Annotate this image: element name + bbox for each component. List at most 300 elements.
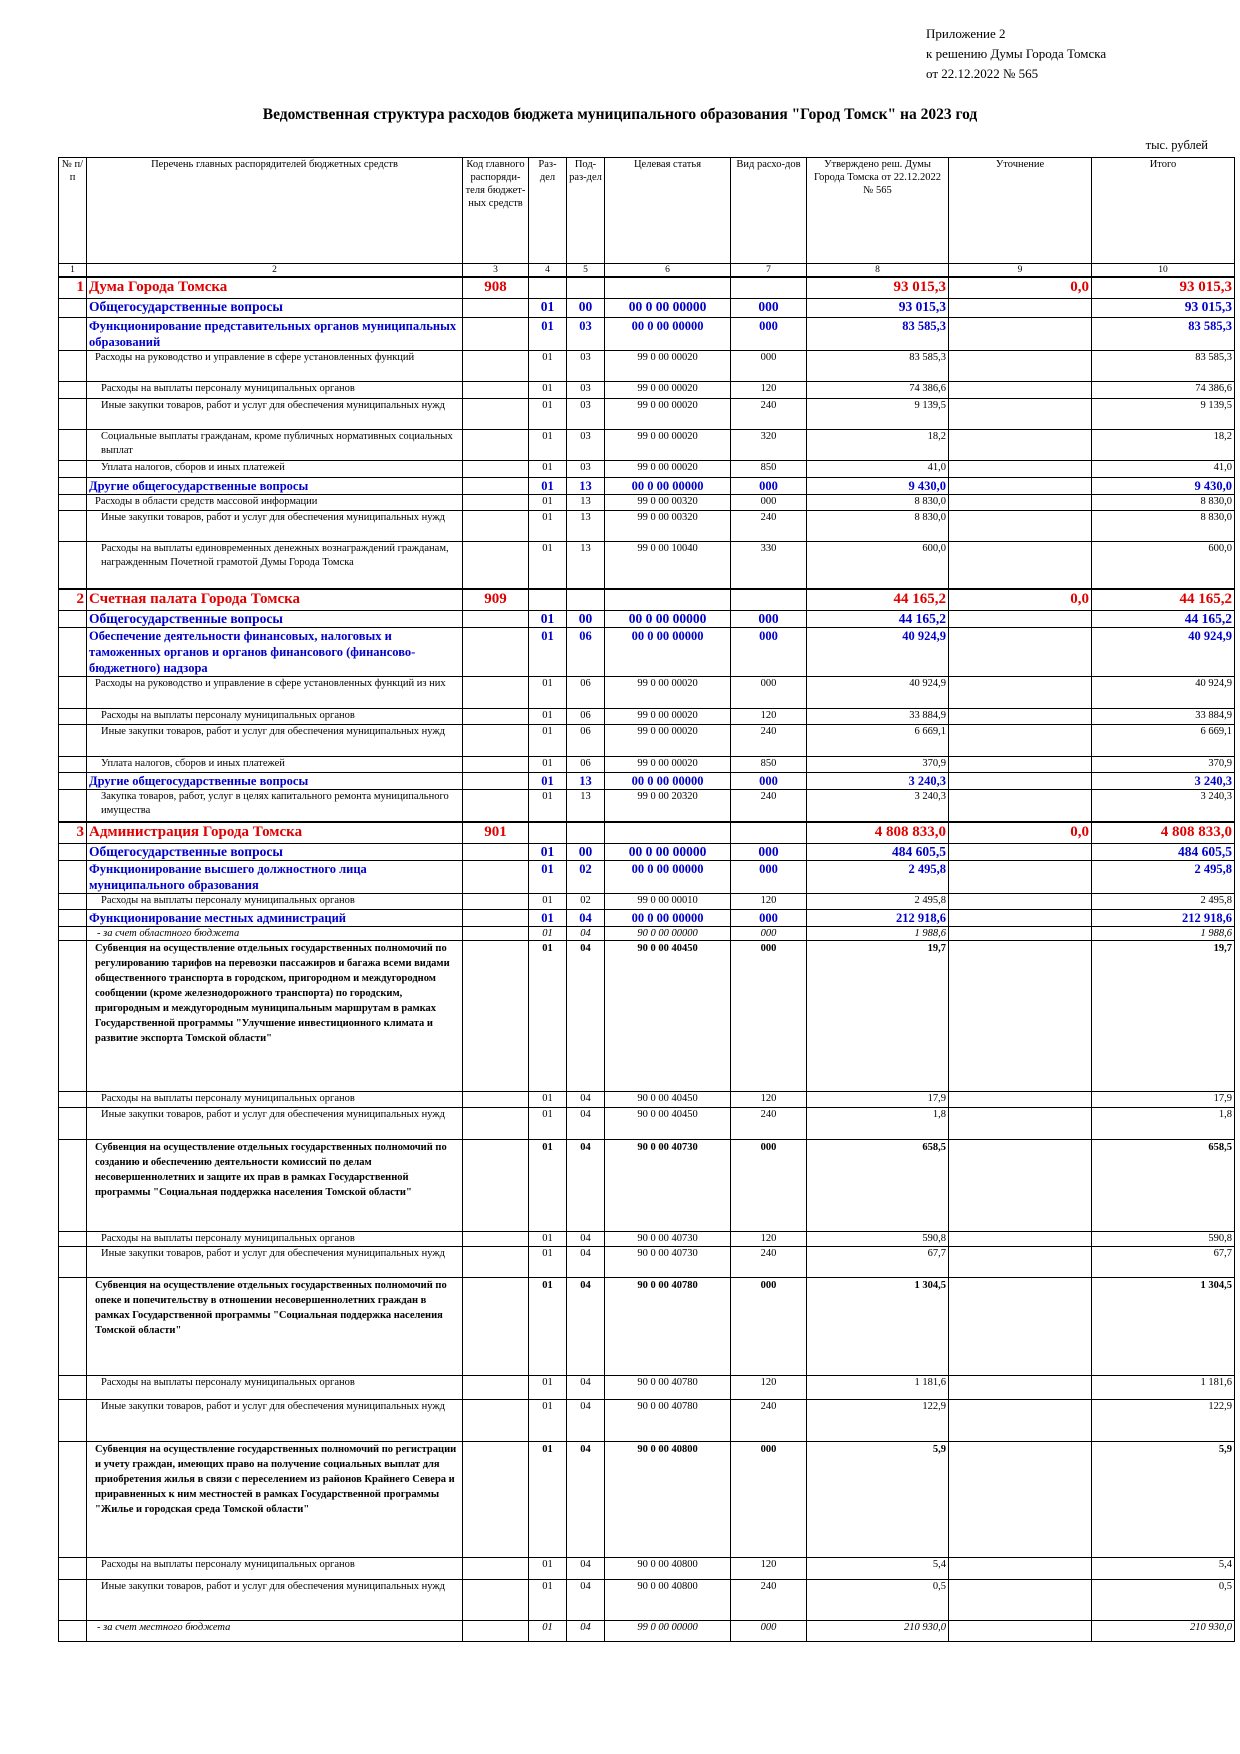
cell-total: 40 924,9 bbox=[1092, 676, 1235, 708]
cell-target: 99 0 00 00020 bbox=[605, 429, 731, 460]
cell-kind: 240 bbox=[731, 1579, 807, 1620]
cell-approved: 83 585,3 bbox=[807, 317, 949, 350]
col-header-subsection: Под-раз-дел bbox=[567, 158, 605, 264]
cell-approved: 67,7 bbox=[807, 1246, 949, 1277]
table-row bbox=[59, 494, 1235, 510]
cell-section: 01 bbox=[529, 1579, 567, 1620]
cell-section: 01 bbox=[529, 1107, 567, 1139]
cell-name: Функционирование местных администраций bbox=[87, 909, 463, 926]
cell-name: Расходы на выплаты персоналу муниципальных органов bbox=[87, 381, 463, 398]
cell-clarification bbox=[949, 460, 1092, 477]
cell-approved: 93 015,3 bbox=[807, 298, 949, 317]
col-number: 1 bbox=[59, 264, 87, 278]
cell-code bbox=[463, 429, 529, 460]
cell-approved: 0,5 bbox=[807, 1579, 949, 1620]
cell-section: 01 bbox=[529, 843, 567, 860]
cell-total: 212 918,6 bbox=[1092, 909, 1235, 926]
cell-target: 90 0 00 00000 bbox=[605, 926, 731, 940]
cell-target: 00 0 00 00000 bbox=[605, 843, 731, 860]
cell-kind: 000 bbox=[731, 860, 807, 893]
cell-no bbox=[59, 860, 87, 893]
cell-clarification bbox=[949, 676, 1092, 708]
cell-total: 1 181,6 bbox=[1092, 1375, 1235, 1399]
cell-clarification bbox=[949, 429, 1092, 460]
cell-no bbox=[59, 1399, 87, 1441]
cell-name: Обеспечение деятельности финансовых, налоговых и таможенных органов и органов финансового (финансово-бюджетного) надзора bbox=[87, 627, 463, 676]
cell-code bbox=[463, 676, 529, 708]
cell-no bbox=[59, 1579, 87, 1620]
col-number: 9 bbox=[949, 264, 1092, 278]
cell-name: Расходы на выплаты единовременных денежных вознаграждений гражданам, награжденным Почетной грамотой Думы Города Томска bbox=[87, 541, 463, 589]
cell-kind: 000 bbox=[731, 909, 807, 926]
cell-target: 90 0 00 40450 bbox=[605, 1107, 731, 1139]
cell-clarification bbox=[949, 1277, 1092, 1375]
cell-subsection: 03 bbox=[567, 350, 605, 381]
cell-subsection: 04 bbox=[567, 1246, 605, 1277]
cell-clarification bbox=[949, 1399, 1092, 1441]
cell-clarification bbox=[949, 298, 1092, 317]
table-row bbox=[59, 1375, 1235, 1399]
cell-code bbox=[463, 510, 529, 541]
cell-subsection: 03 bbox=[567, 317, 605, 350]
cell-approved: 9 139,5 bbox=[807, 398, 949, 429]
cell-approved: 484 605,5 bbox=[807, 843, 949, 860]
col-number: 10 bbox=[1092, 264, 1235, 278]
cell-code bbox=[463, 772, 529, 789]
cell-kind bbox=[731, 822, 807, 843]
cell-total: 658,5 bbox=[1092, 1139, 1235, 1231]
budget-table-body bbox=[59, 277, 1235, 1641]
cell-total: 18,2 bbox=[1092, 429, 1235, 460]
table-row bbox=[59, 298, 1235, 317]
cell-total: 484 605,5 bbox=[1092, 843, 1235, 860]
cell-clarification bbox=[949, 1246, 1092, 1277]
table-row bbox=[59, 398, 1235, 429]
cell-kind: 240 bbox=[731, 1246, 807, 1277]
cell-target: 90 0 00 40730 bbox=[605, 1246, 731, 1277]
cell-clarification bbox=[949, 398, 1092, 429]
cell-no bbox=[59, 494, 87, 510]
cell-target: 99 0 00 00000 bbox=[605, 1620, 731, 1641]
cell-code bbox=[463, 1620, 529, 1641]
cell-code bbox=[463, 298, 529, 317]
cell-total: 6 669,1 bbox=[1092, 724, 1235, 756]
cell-section: 01 bbox=[529, 350, 567, 381]
cell-target: 90 0 00 40730 bbox=[605, 1231, 731, 1246]
cell-code bbox=[463, 860, 529, 893]
cell-subsection: 04 bbox=[567, 1139, 605, 1231]
cell-name: Общегосударственные вопросы bbox=[87, 843, 463, 860]
cell-approved: 3 240,3 bbox=[807, 789, 949, 822]
cell-section: 01 bbox=[529, 298, 567, 317]
cell-target: 00 0 00 00000 bbox=[605, 477, 731, 494]
cell-name: Расходы на выплаты персоналу муниципальных органов bbox=[87, 708, 463, 724]
table-row bbox=[59, 1139, 1235, 1231]
cell-kind: 000 bbox=[731, 298, 807, 317]
cell-target: 90 0 00 40780 bbox=[605, 1277, 731, 1375]
cell-subsection bbox=[567, 589, 605, 610]
appendix-line: от 22.12.2022 № 565 bbox=[926, 66, 1039, 81]
cell-approved: 33 884,9 bbox=[807, 708, 949, 724]
cell-subsection: 03 bbox=[567, 381, 605, 398]
cell-code bbox=[463, 350, 529, 381]
cell-no bbox=[59, 1107, 87, 1139]
appendix-note bbox=[926, 24, 1106, 84]
cell-kind: 120 bbox=[731, 893, 807, 909]
cell-approved: 1,8 bbox=[807, 1107, 949, 1139]
cell-total: 67,7 bbox=[1092, 1246, 1235, 1277]
cell-no bbox=[59, 381, 87, 398]
cell-section: 01 bbox=[529, 860, 567, 893]
cell-name: Функционирование высшего должностного лица муниципального образования bbox=[87, 860, 463, 893]
cell-section: 01 bbox=[529, 708, 567, 724]
cell-name: Субвенция на осуществление отдельных государственных полномочий по опеке и попечительству в отношении несовершеннолетних граждан в рамках Государственной программы "Социальная поддержка населения Томской области" bbox=[87, 1277, 463, 1375]
cell-kind: 240 bbox=[731, 1399, 807, 1441]
cell-no bbox=[59, 843, 87, 860]
cell-clarification bbox=[949, 1139, 1092, 1231]
cell-total: 93 015,3 bbox=[1092, 277, 1235, 298]
cell-total: 2 495,8 bbox=[1092, 860, 1235, 893]
cell-subsection: 04 bbox=[567, 1620, 605, 1641]
cell-no bbox=[59, 1277, 87, 1375]
cell-clarification bbox=[949, 350, 1092, 381]
cell-clarification bbox=[949, 893, 1092, 909]
cell-approved: 83 585,3 bbox=[807, 350, 949, 381]
cell-no bbox=[59, 940, 87, 1091]
cell-clarification bbox=[949, 926, 1092, 940]
cell-no bbox=[59, 298, 87, 317]
cell-code bbox=[463, 1441, 529, 1557]
cell-approved: 17,9 bbox=[807, 1091, 949, 1107]
cell-target: 99 0 00 00020 bbox=[605, 676, 731, 708]
col-number: 8 bbox=[807, 264, 949, 278]
cell-subsection: 00 bbox=[567, 843, 605, 860]
cell-name: Иные закупки товаров, работ и услуг для обеспечения муниципальных нужд bbox=[87, 398, 463, 429]
cell-code bbox=[463, 381, 529, 398]
cell-approved: 18,2 bbox=[807, 429, 949, 460]
cell-clarification bbox=[949, 1091, 1092, 1107]
cell-approved: 122,9 bbox=[807, 1399, 949, 1441]
table-row bbox=[59, 350, 1235, 381]
cell-subsection: 03 bbox=[567, 429, 605, 460]
cell-subsection: 13 bbox=[567, 541, 605, 589]
cell-approved: 9 430,0 bbox=[807, 477, 949, 494]
cell-kind: 850 bbox=[731, 460, 807, 477]
cell-subsection: 04 bbox=[567, 1231, 605, 1246]
budget-table bbox=[58, 157, 1235, 1642]
cell-approved: 5,9 bbox=[807, 1441, 949, 1557]
col-number: 3 bbox=[463, 264, 529, 278]
cell-total: 41,0 bbox=[1092, 460, 1235, 477]
cell-no bbox=[59, 1620, 87, 1641]
table-row bbox=[59, 676, 1235, 708]
cell-subsection: 04 bbox=[567, 1399, 605, 1441]
table-row bbox=[59, 627, 1235, 676]
table-row bbox=[59, 1246, 1235, 1277]
cell-name: Расходы в области средств массовой информации bbox=[87, 494, 463, 510]
cell-approved: 4 808 833,0 bbox=[807, 822, 949, 843]
cell-target: 90 0 00 40800 bbox=[605, 1441, 731, 1557]
cell-subsection: 04 bbox=[567, 1441, 605, 1557]
cell-name: Расходы на выплаты персоналу муниципальных органов bbox=[87, 893, 463, 909]
table-row bbox=[59, 1441, 1235, 1557]
cell-name: - за счет областного бюджета bbox=[87, 926, 463, 940]
cell-name: Расходы на выплаты персоналу муниципальных органов bbox=[87, 1557, 463, 1579]
cell-total: 5,9 bbox=[1092, 1441, 1235, 1557]
cell-total: 370,9 bbox=[1092, 756, 1235, 772]
cell-target: 99 0 00 10040 bbox=[605, 541, 731, 589]
cell-kind: 240 bbox=[731, 789, 807, 822]
cell-name: Функционирование представительных органов муниципальных образований bbox=[87, 317, 463, 350]
col-header-no: № п/п bbox=[59, 158, 87, 264]
col-header-kind: Вид расхо-дов bbox=[731, 158, 807, 264]
cell-approved: 40 924,9 bbox=[807, 627, 949, 676]
cell-section: 01 bbox=[529, 1277, 567, 1375]
cell-section: 01 bbox=[529, 429, 567, 460]
cell-approved: 212 918,6 bbox=[807, 909, 949, 926]
cell-code bbox=[463, 909, 529, 926]
cell-section: 01 bbox=[529, 1620, 567, 1641]
cell-code bbox=[463, 893, 529, 909]
cell-target: 90 0 00 40450 bbox=[605, 1091, 731, 1107]
col-header-name: Перечень главных распорядителей бюджетных средств bbox=[87, 158, 463, 264]
cell-no bbox=[59, 1441, 87, 1557]
cell-clarification: 0,0 bbox=[949, 589, 1092, 610]
cell-total: 4 808 833,0 bbox=[1092, 822, 1235, 843]
cell-section: 01 bbox=[529, 772, 567, 789]
cell-name: Иные закупки товаров, работ и услуг для обеспечения муниципальных нужд bbox=[87, 724, 463, 756]
cell-code bbox=[463, 610, 529, 627]
cell-kind: 120 bbox=[731, 381, 807, 398]
cell-total: 40 924,9 bbox=[1092, 627, 1235, 676]
cell-target: 00 0 00 00000 bbox=[605, 909, 731, 926]
cell-total: 1 304,5 bbox=[1092, 1277, 1235, 1375]
cell-name: Администрация Города Томска bbox=[87, 822, 463, 843]
cell-approved: 1 181,6 bbox=[807, 1375, 949, 1399]
cell-code bbox=[463, 926, 529, 940]
cell-target: 99 0 00 00020 bbox=[605, 756, 731, 772]
cell-total: 590,8 bbox=[1092, 1231, 1235, 1246]
cell-name: Закупка товаров, работ, услуг в целях капитального ремонта муниципального имущества bbox=[87, 789, 463, 822]
cell-section: 01 bbox=[529, 1139, 567, 1231]
cell-code bbox=[463, 1139, 529, 1231]
col-header-approved: Утверждено реш. Думы Города Томска от 22.12.2022 № 565 bbox=[807, 158, 949, 264]
table-row bbox=[59, 1620, 1235, 1641]
cell-target: 00 0 00 00000 bbox=[605, 317, 731, 350]
cell-section: 01 bbox=[529, 477, 567, 494]
cell-code bbox=[463, 1246, 529, 1277]
cell-code bbox=[463, 843, 529, 860]
col-header-total: Итого bbox=[1092, 158, 1235, 264]
cell-name: Уплата налогов, сборов и иных платежей bbox=[87, 460, 463, 477]
cell-clarification bbox=[949, 627, 1092, 676]
table-row bbox=[59, 940, 1235, 1091]
table-row bbox=[59, 541, 1235, 589]
cell-subsection: 06 bbox=[567, 708, 605, 724]
col-header-target: Целевая статья bbox=[605, 158, 731, 264]
cell-section: 01 bbox=[529, 460, 567, 477]
cell-subsection: 13 bbox=[567, 789, 605, 822]
cell-clarification bbox=[949, 1231, 1092, 1246]
cell-section: 01 bbox=[529, 610, 567, 627]
table-row bbox=[59, 1091, 1235, 1107]
cell-total: 17,9 bbox=[1092, 1091, 1235, 1107]
table-row bbox=[59, 610, 1235, 627]
cell-approved: 370,9 bbox=[807, 756, 949, 772]
cell-section: 01 bbox=[529, 893, 567, 909]
cell-subsection: 06 bbox=[567, 756, 605, 772]
cell-total: 1,8 bbox=[1092, 1107, 1235, 1139]
cell-total: 3 240,3 bbox=[1092, 789, 1235, 822]
cell-code bbox=[463, 1231, 529, 1246]
cell-no bbox=[59, 756, 87, 772]
cell-no bbox=[59, 676, 87, 708]
table-row bbox=[59, 1557, 1235, 1579]
cell-kind: 120 bbox=[731, 1375, 807, 1399]
cell-name: Расходы на выплаты персоналу муниципальных органов bbox=[87, 1231, 463, 1246]
cell-code: 909 bbox=[463, 589, 529, 610]
col-number: 2 bbox=[87, 264, 463, 278]
cell-total: 122,9 bbox=[1092, 1399, 1235, 1441]
cell-kind: 120 bbox=[731, 1557, 807, 1579]
cell-target: 99 0 00 20320 bbox=[605, 789, 731, 822]
cell-no bbox=[59, 926, 87, 940]
cell-section: 01 bbox=[529, 1441, 567, 1557]
cell-approved: 8 830,0 bbox=[807, 494, 949, 510]
cell-kind: 240 bbox=[731, 724, 807, 756]
cell-name: Расходы на руководство и управление в сфере установленных функций bbox=[87, 350, 463, 381]
table-row bbox=[59, 893, 1235, 909]
cell-target: 00 0 00 00000 bbox=[605, 860, 731, 893]
cell-kind: 120 bbox=[731, 1091, 807, 1107]
cell-kind bbox=[731, 589, 807, 610]
cell-target bbox=[605, 822, 731, 843]
cell-no bbox=[59, 1246, 87, 1277]
cell-kind: 240 bbox=[731, 510, 807, 541]
cell-section: 01 bbox=[529, 381, 567, 398]
cell-no bbox=[59, 708, 87, 724]
table-row bbox=[59, 277, 1235, 298]
cell-clarification bbox=[949, 494, 1092, 510]
cell-name: Счетная палата Города Томска bbox=[87, 589, 463, 610]
cell-approved: 3 240,3 bbox=[807, 772, 949, 789]
col-number: 7 bbox=[731, 264, 807, 278]
cell-clarification: 0,0 bbox=[949, 822, 1092, 843]
cell-subsection: 04 bbox=[567, 1107, 605, 1139]
cell-name: Иные закупки товаров, работ и услуг для обеспечения муниципальных нужд bbox=[87, 1399, 463, 1441]
cell-target: 99 0 00 00020 bbox=[605, 460, 731, 477]
cell-total: 210 930,0 bbox=[1092, 1620, 1235, 1641]
cell-total: 93 015,3 bbox=[1092, 298, 1235, 317]
appendix-line: к решению Думы Города Томска bbox=[926, 46, 1107, 61]
table-row bbox=[59, 1107, 1235, 1139]
cell-clarification bbox=[949, 1107, 1092, 1139]
cell-no bbox=[59, 772, 87, 789]
cell-clarification bbox=[949, 772, 1092, 789]
cell-kind: 240 bbox=[731, 1107, 807, 1139]
cell-name: Уплата налогов, сборов и иных платежей bbox=[87, 756, 463, 772]
cell-subsection: 06 bbox=[567, 724, 605, 756]
cell-total: 9 430,0 bbox=[1092, 477, 1235, 494]
table-row bbox=[59, 708, 1235, 724]
cell-target: 00 0 00 00000 bbox=[605, 298, 731, 317]
cell-code bbox=[463, 1107, 529, 1139]
cell-total: 1 988,6 bbox=[1092, 926, 1235, 940]
cell-kind: 240 bbox=[731, 398, 807, 429]
cell-subsection: 06 bbox=[567, 627, 605, 676]
cell-clarification bbox=[949, 843, 1092, 860]
cell-subsection: 04 bbox=[567, 1277, 605, 1375]
cell-code bbox=[463, 1277, 529, 1375]
cell-section bbox=[529, 277, 567, 298]
table-row bbox=[59, 822, 1235, 843]
cell-total: 19,7 bbox=[1092, 940, 1235, 1091]
cell-target: 99 0 00 00020 bbox=[605, 398, 731, 429]
col-header-code: Код главного распоряди-теля бюджет-ных средств bbox=[463, 158, 529, 264]
cell-code bbox=[463, 1091, 529, 1107]
cell-section: 01 bbox=[529, 724, 567, 756]
cell-no bbox=[59, 510, 87, 541]
cell-total: 44 165,2 bbox=[1092, 589, 1235, 610]
cell-approved: 600,0 bbox=[807, 541, 949, 589]
cell-no bbox=[59, 627, 87, 676]
cell-name: Субвенция на осуществление отдельных государственных полномочий по созданию и обеспечению деятельности комиссий по делам несовершеннолетних и защите их прав в рамках Государственной программы "Социальная поддержка населения Томской области" bbox=[87, 1139, 463, 1231]
cell-no bbox=[59, 610, 87, 627]
cell-clarification bbox=[949, 1579, 1092, 1620]
cell-target: 00 0 00 00000 bbox=[605, 772, 731, 789]
table-row bbox=[59, 789, 1235, 822]
cell-total: 600,0 bbox=[1092, 541, 1235, 589]
cell-kind: 000 bbox=[731, 843, 807, 860]
cell-no bbox=[59, 350, 87, 381]
cell-section: 01 bbox=[529, 541, 567, 589]
cell-kind: 000 bbox=[731, 1441, 807, 1557]
cell-kind: 000 bbox=[731, 1139, 807, 1231]
cell-name: Иные закупки товаров, работ и услуг для обеспечения муниципальных нужд bbox=[87, 510, 463, 541]
cell-no bbox=[59, 893, 87, 909]
cell-code bbox=[463, 398, 529, 429]
cell-target: 90 0 00 40780 bbox=[605, 1399, 731, 1441]
col-number: 4 bbox=[529, 264, 567, 278]
cell-no bbox=[59, 317, 87, 350]
cell-section: 01 bbox=[529, 676, 567, 708]
cell-target: 90 0 00 40800 bbox=[605, 1579, 731, 1620]
cell-target: 99 0 00 00320 bbox=[605, 494, 731, 510]
cell-code bbox=[463, 940, 529, 1091]
cell-code bbox=[463, 317, 529, 350]
cell-approved: 1 304,5 bbox=[807, 1277, 949, 1375]
cell-no bbox=[59, 429, 87, 460]
cell-total: 2 495,8 bbox=[1092, 893, 1235, 909]
cell-kind: 320 bbox=[731, 429, 807, 460]
cell-section: 01 bbox=[529, 398, 567, 429]
cell-target bbox=[605, 589, 731, 610]
table-row bbox=[59, 429, 1235, 460]
cell-name: Иные закупки товаров, работ и услуг для обеспечения муниципальных нужд bbox=[87, 1107, 463, 1139]
cell-code bbox=[463, 541, 529, 589]
cell-no bbox=[59, 724, 87, 756]
cell-code bbox=[463, 1375, 529, 1399]
col-header-section: Раз-дел bbox=[529, 158, 567, 264]
cell-section: 01 bbox=[529, 494, 567, 510]
cell-subsection: 04 bbox=[567, 1375, 605, 1399]
cell-target: 90 0 00 40450 bbox=[605, 940, 731, 1091]
cell-no bbox=[59, 1557, 87, 1579]
cell-subsection: 04 bbox=[567, 1091, 605, 1107]
cell-code: 901 bbox=[463, 822, 529, 843]
cell-approved: 5,4 bbox=[807, 1557, 949, 1579]
cell-subsection: 04 bbox=[567, 909, 605, 926]
